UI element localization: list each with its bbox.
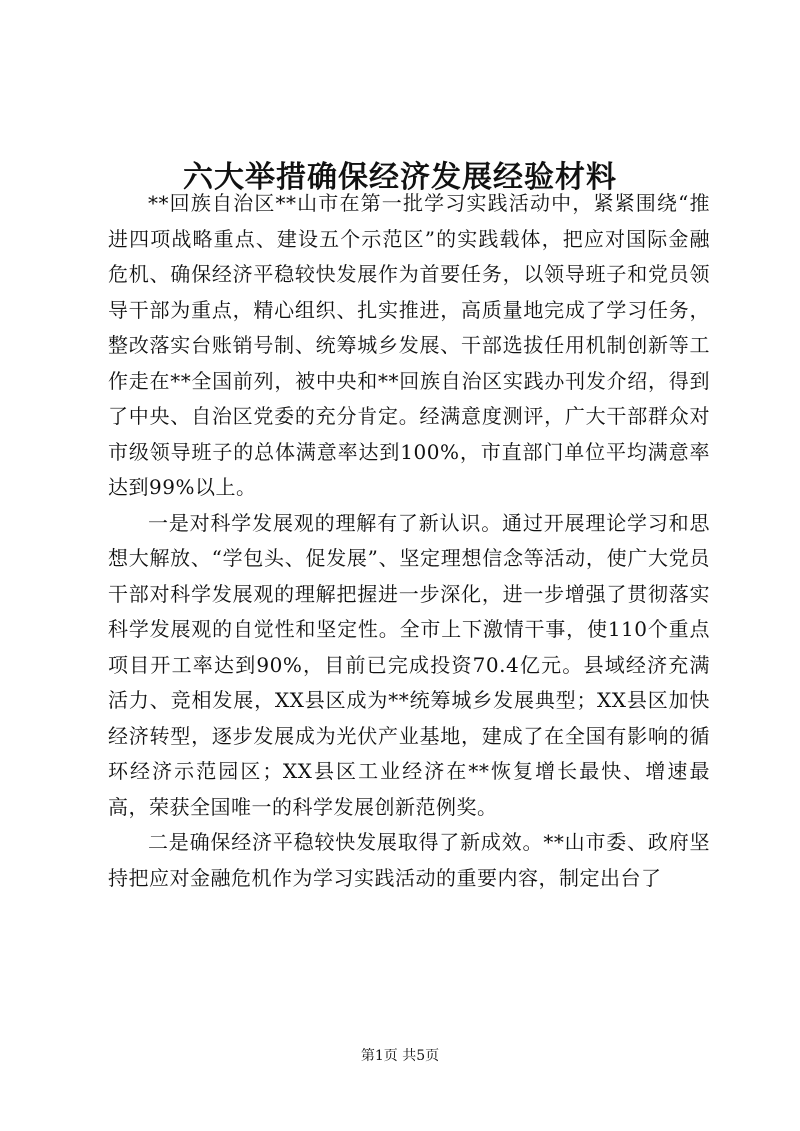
- document-body: [108, 186, 710, 896]
- page-footer: 第1页 共5页: [360, 1048, 440, 1064]
- paragraph-intro: **回族自治区**山市在第一批学习实践活动中，紧紧围绕“推进四项战略重点、建设五个示范区”的实践载体，把应对国际金融危机、确保经济平稳较快发展作为首要任务，以领导班子和党员领导干部为重点，精心组织、扎实推进，高质量地完成了学习任务，整改落实台账销号制、统筹城乡发展、干部选拔任用机制创新等工作走在**全国前列，被中央和**回族自治区实践办刊发介绍，得到了中央、自治区党委的充分肯定。经满意度测评，广大干部群众对市级领导班子的总体满意率达到100%，市直部门单位平均满意率达到99%以上。: [108, 191, 710, 499]
- document-title: 六大举措确保经济发展经验材料: [183, 160, 617, 196]
- paragraph-point-two: 二是确保经济平稳较快发展取得了新成效。**山市委、政府坚持把应对金融危机作为学习实践活动的重要内容，制定出台了: [108, 830, 710, 890]
- paragraph-point-one: 一是对科学发展观的理解有了新认识。通过开展理论学习和思想大解放、“学包头、促发展”、坚定理想信念等活动，使广大党员干部对科学发展观的理解把握进一步深化，进一步增强了贯彻落实科学发展观的自觉性和坚定性。全市上下激情干事，使110个重点项目开工率达到90%，目前已完成投资70.4亿元。县域经济充满活力、竞相发展，XX县区成为**统筹城乡发展典型；XX县区加快经济转型，逐步发展成为光伏产业基地，建成了在全国有影响的循环经济示范园区；XX县区工业经济在**恢复增长最快、增速最高，荣获全国唯一的科学发展创新范例奖。: [108, 510, 710, 819]
